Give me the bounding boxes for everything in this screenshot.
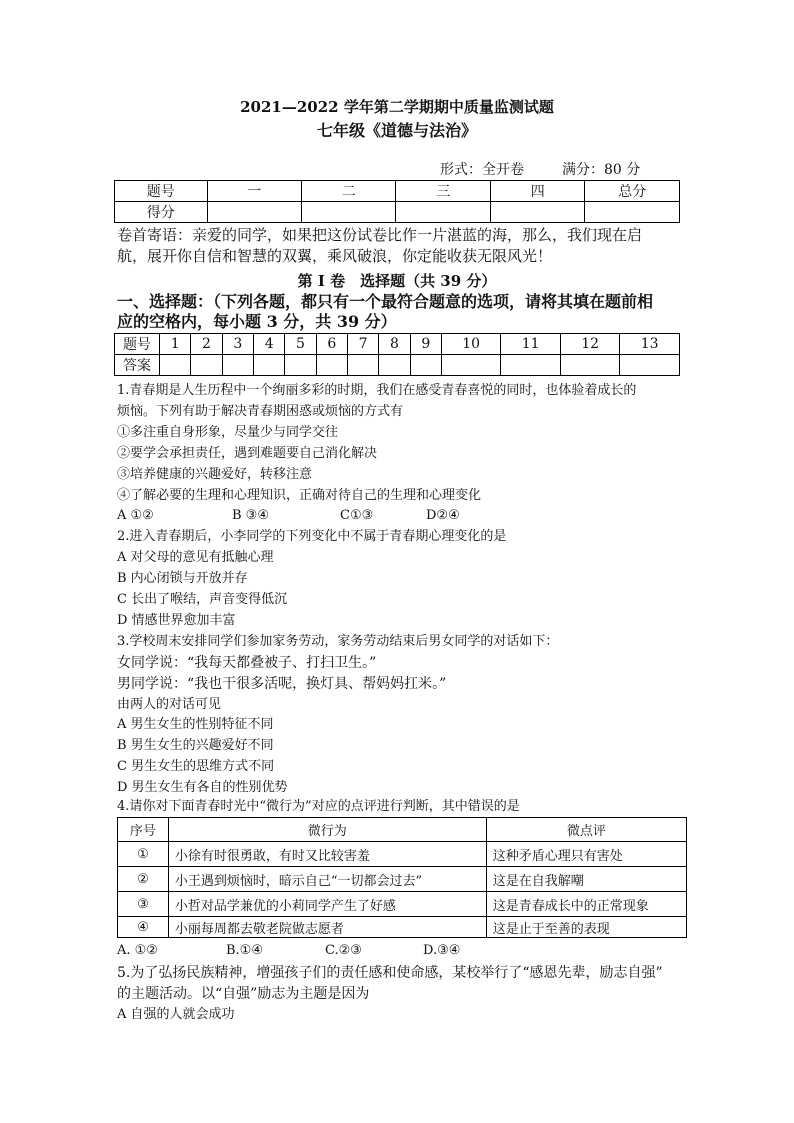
q4-row-cmt: 这是青春成长中的正常现象 (486, 892, 686, 917)
q4-row-cmt: 这是止于至善的表现 (486, 917, 686, 938)
q3-boy-line: 男同学说：“我也干很多活呢，换灯具、帮妈妈扛米。” (117, 676, 447, 692)
q3-choice-a: A 男生女生的性别特征不同 (117, 717, 274, 732)
answer-num-cell: 12 (560, 334, 619, 355)
answer-num-cell: 4 (253, 334, 284, 355)
table-row (118, 867, 687, 892)
answer-row-label: 答案 (115, 355, 160, 376)
q5-stem-1: 5.为了弘扬民族精神，增强孩子们的责任感和使命感，某校举行了“感恩先辈，励志自强” (117, 965, 663, 981)
answer-num-cell: 10 (441, 334, 500, 355)
answer-cell[interactable] (222, 355, 253, 376)
answer-num-cell: 11 (501, 334, 560, 355)
q4-choice-b: B.①④ (226, 943, 263, 958)
q1-option-1: ①多注重自身形象，尽量少与同学交往 (117, 425, 339, 440)
q1-choice-c: C①③ (340, 508, 374, 523)
q1-choice-b: B ③④ (232, 508, 269, 523)
q4-row-act: 小丽每周都去敬老院做志愿者 (168, 917, 486, 938)
q4-choice-a: A. ①② (117, 943, 158, 958)
q2-choice-a: A 对父母的意见有抵触心理 (117, 550, 274, 565)
answer-cell[interactable] (441, 355, 500, 376)
answer-cell[interactable] (316, 355, 347, 376)
q4-row-cmt: 这是在自我解嘲 (486, 867, 686, 892)
answer-num-cell: 9 (410, 334, 441, 355)
preface-line-2: 航，展开你自信和智慧的双翼，乘风破浪，你定能收获无限风光！ (117, 247, 553, 265)
answer-cell[interactable] (253, 355, 284, 376)
answer-num-cell: 13 (620, 334, 680, 355)
q4-row-no: ② (118, 867, 169, 892)
answer-cell[interactable] (410, 355, 441, 376)
answer-cell[interactable] (560, 355, 619, 376)
answer-cell[interactable] (160, 355, 191, 376)
q1-choice-d: D②④ (426, 508, 460, 523)
score-header-cell: 一 (207, 181, 301, 202)
table-row (118, 917, 687, 938)
q2-stem: 2.进入青春期后，小李同学的下列变化中不属于青春期心理变化的是 (117, 529, 507, 544)
exam-title: 2021—2022 学年第二学期期中质量监测试题 (240, 98, 554, 116)
part1-heading: 第 I 卷 选择题（共 39 分） (297, 272, 497, 290)
answer-cell[interactable] (347, 355, 378, 376)
answer-num-cell: 3 (222, 334, 253, 355)
q4-header-no: 序号 (118, 818, 169, 842)
answer-cell[interactable] (620, 355, 680, 376)
score-cell[interactable] (490, 202, 584, 223)
exam-fullscore: 满分：80 分 (562, 162, 641, 178)
q1-option-4: ④了解必要的生理和心理知识，正确对待自己的生理和心理变化 (117, 488, 482, 503)
q4-row-cmt: 这种矛盾心理只有害处 (486, 842, 686, 867)
answer-cell[interactable] (285, 355, 316, 376)
q3-choice-b: B 男生女生的兴趣爱好不同 (117, 738, 274, 753)
answer-num-cell: 5 (285, 334, 316, 355)
score-cell[interactable] (585, 202, 680, 223)
score-header-cell: 四 (490, 181, 584, 202)
score-cell[interactable] (301, 202, 395, 223)
q2-choice-b: B 内心闭锁与开放并存 (117, 571, 248, 586)
q4-choice-d: D.③④ (423, 943, 461, 958)
part1-instruction-2: 应的空格内，每小题 3 分，共 39 分） (117, 312, 397, 331)
q1-stem-2: 烦恼。下列有助于解决青春期困惑或烦恼的方式有 (117, 404, 404, 419)
score-header-cell: 二 (301, 181, 395, 202)
score-cell[interactable] (396, 202, 490, 223)
q3-lead: 由两人的对话可见 (117, 697, 222, 712)
q2-choice-d: D 情感世界愈加丰富 (117, 613, 236, 628)
answer-cell[interactable] (501, 355, 560, 376)
q4-row-no: ④ (118, 917, 169, 938)
score-cell[interactable] (207, 202, 301, 223)
score-row-label: 得分 (115, 202, 208, 223)
q2-choice-c: C 长出了喉结，声音变得低沉 (117, 592, 288, 607)
exam-subtitle: 七年级《道德与法治》 (316, 121, 477, 140)
q5-stem-2: 的主题活动。以“自强”励志为主题是因为 (117, 986, 370, 1002)
table-row (118, 842, 687, 867)
answer-num-cell: 6 (316, 334, 347, 355)
q1-option-2: ②要学会承担责任，遇到难题要自己消化解决 (117, 446, 378, 461)
q3-stem: 3.学校周末安排同学们参加家务劳动，家务劳动结束后男女同学的对话如下： (117, 634, 559, 649)
answer-num-cell: 1 (160, 334, 191, 355)
q1-choice-a: A ①② (117, 508, 154, 523)
q3-choice-c: C 男生女生的思维方式不同 (117, 759, 275, 774)
q4-header-cmt: 微点评 (486, 818, 686, 842)
answer-num-label: 题号 (115, 334, 160, 355)
q3-choice-d: D 男生女生有各自的性别优势 (117, 780, 288, 795)
table-row (118, 892, 687, 917)
q4-row-no: ③ (118, 892, 169, 917)
q3-girl-line: 女同学说：“我每天都叠被子、打扫卫生。” (117, 655, 377, 671)
q1-option-3: ③培养健康的兴趣爱好，转移注意 (117, 467, 313, 482)
score-header-cell: 三 (396, 181, 490, 202)
answer-num-cell: 2 (191, 334, 222, 355)
answer-table (114, 333, 680, 376)
answer-num-cell: 8 (379, 334, 410, 355)
q5-choice-a: A 自强的人就会成功 (117, 1007, 235, 1022)
exam-form: 形式：全开卷 (440, 162, 524, 178)
score-header-cell: 题号 (115, 181, 208, 202)
q4-row-act: 小哲对品学兼优的小莉同学产生了好感 (168, 892, 486, 917)
q4-choice-c: C.②③ (325, 943, 362, 958)
q4-stem: 4.请你对下面青春时光中“微行为”对应的点评进行判断，其中错误的是 (117, 799, 520, 814)
score-table (114, 180, 680, 223)
answer-cell[interactable] (379, 355, 410, 376)
answer-cell[interactable] (191, 355, 222, 376)
q4-row-act: 小徐有时很勇敢，有时又比较害羞 (168, 842, 486, 867)
q4-table (117, 817, 687, 938)
q4-row-no: ① (118, 842, 169, 867)
part1-instruction-1: 一、选择题：（下列各题，都只有一个最符合题意的选项，请将其填在题前相 (117, 292, 654, 311)
score-header-cell: 总分 (585, 181, 680, 202)
q4-row-act: 小王遇到烦恼时，暗示自己“一切都会过去” (168, 867, 486, 892)
q4-header-act: 微行为 (168, 818, 486, 842)
q1-stem-1: 1.青春期是人生历程中一个绚丽多彩的时期，我们在感受青春喜悦的同时，也体验着成长的 (117, 383, 637, 398)
preface-line-1: 卷首寄语：亲爱的同学，如果把这份试卷比作一片湛蓝的海，那么，我们现在启 (117, 226, 643, 244)
answer-num-cell: 7 (347, 334, 378, 355)
